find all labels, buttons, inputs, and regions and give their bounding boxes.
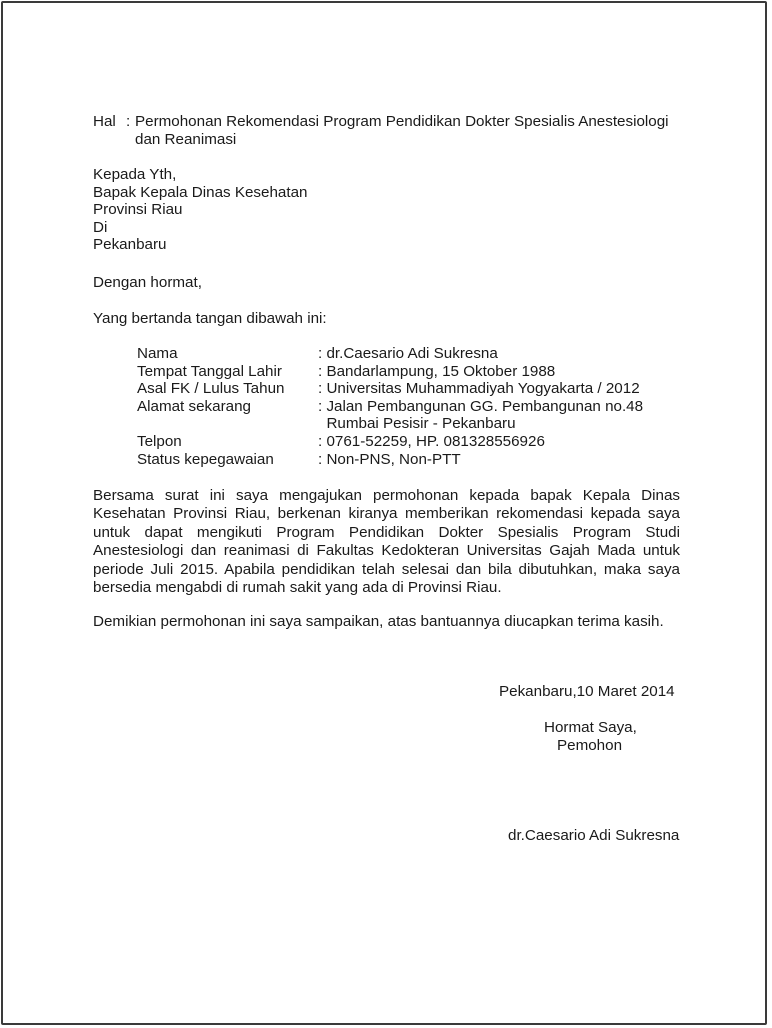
intro-line: Yang bertanda tangan dibawah ini:	[93, 310, 327, 327]
applicant-label: Pemohon	[557, 737, 623, 754]
identity-label: Telpon	[137, 432, 182, 450]
recipient-province: Provinsi Riau	[93, 201, 183, 219]
place-date: Pekanbaru,10 Maret 2014	[499, 683, 675, 700]
identity-label: Asal FK / Lulus Tahun	[137, 380, 285, 398]
identity-value: : Jalan Pembangunan GG. Pembangunan no.48	[318, 397, 644, 415]
identity-value: Rumbai Pesisir - Pekanbaru	[318, 415, 516, 433]
subject-text-line-2: dan Reanimasi	[135, 131, 237, 148]
subject-text-line-1: Permohonan Rekomendasi Program Pendidikan Dokter Spesialis Anestesiologi	[135, 113, 669, 130]
recipient-title: Bapak Kepala Dinas Kesehatan	[93, 183, 308, 201]
identity-value: : Bandarlampung, 15 Oktober 1988	[318, 362, 556, 380]
subject-colon: :	[126, 113, 131, 130]
identity-label: Tempat Tanggal Lahir	[137, 362, 282, 380]
identity-value: : Non-PNS, Non-PTT	[318, 450, 461, 468]
body-paragraph: Bersama surat ini saya mengajukan permohonan kepada bapak Kepala Dinas Kesehatan Provinsi Riau, berkenan kiranya memberikan rekomendasi kepada saya untuk dapat mengikuti Program Pendidikan Dokter Spesialis Program Studi Anestesiologi dan reanimasi di Fakultas Kedokteran Universitas Gajah Mada untuk periode Juli 2015. Apabila pendidikan telah selesai dan bila dibutuhkan, maka saya bersedia mengabdi di rumah sakit yang ada di Provinsi Riau.	[93, 487, 680, 597]
identity-label: Alamat sekarang	[137, 397, 251, 415]
identity-value: : dr.Caesario Adi Sukresna	[318, 345, 498, 362]
subject-label: Hal	[93, 113, 116, 130]
recipient-di: Di	[93, 218, 108, 236]
recipient-salutation: Kepada Yth,	[93, 166, 177, 183]
signature-name: dr.Caesario Adi Sukresna	[508, 827, 680, 844]
identity-label: Nama	[137, 345, 178, 362]
identity-value: : Universitas Muhammadiyah Yogyakarta / 2012	[318, 380, 640, 398]
recipient-block	[93, 166, 307, 254]
identity-label: Status kepegawaian	[137, 450, 274, 468]
greeting: Dengan hormat,	[93, 274, 202, 291]
identity-value: : 0761-52259, HP. 081328556926	[318, 432, 545, 450]
recipient-city: Pekanbaru	[93, 236, 167, 254]
regards: Hormat Saya,	[544, 719, 637, 736]
closing-line: Demikian permohonan ini saya sampaikan, atas bantuannya diucapkan terima kasih.	[93, 613, 664, 630]
